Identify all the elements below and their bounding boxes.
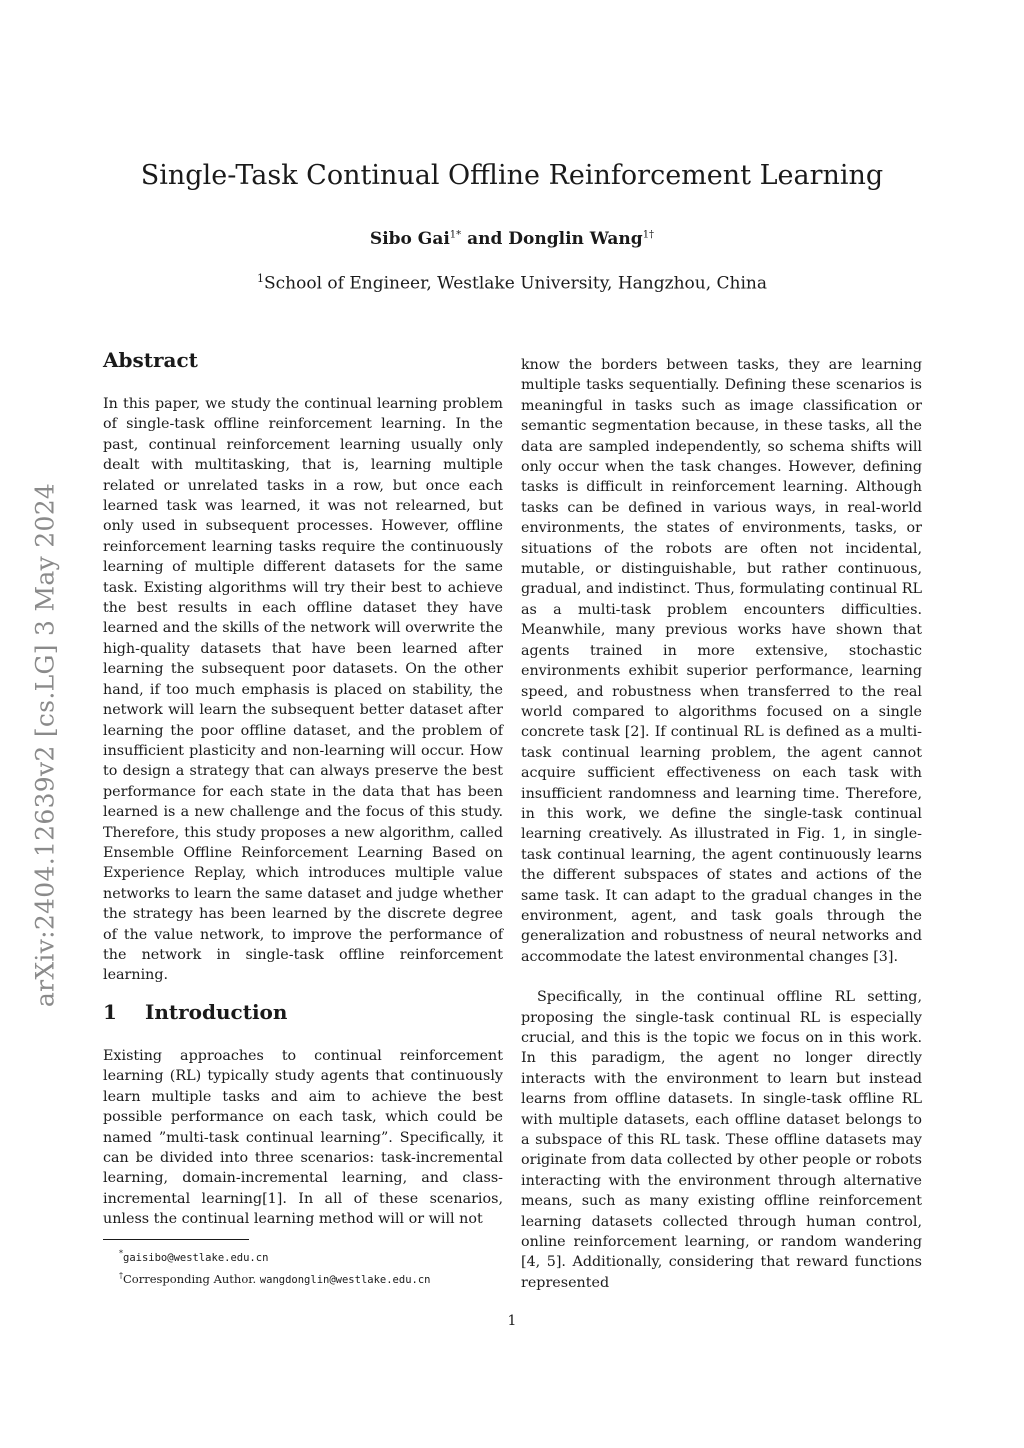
author-line [0,229,1024,249]
footnote-2-email[interactable]: wangdonglin@westlake.edu.cn [259,1273,431,1286]
abstract-section [103,394,503,986]
footnotes [103,1245,523,1289]
arxiv-stamp [30,450,60,1040]
page-number: 1 [507,1313,517,1329]
footnote-2 [103,1267,523,1289]
section-title: Introduction [145,1000,288,1024]
affiliation [0,272,1024,294]
footnote-2-mark: † [119,1270,123,1280]
intro-paragraph-1-start: Existing approaches to continual reinforcement learning (RL) typically study agents that continuously learn multiple tasks and aim to achieve the best possible performance on each task, which could be named ”multi-task continual learning”. Specifically, it can be divided into three scenarios: task-incremental learning, domain-incremental learning, and class-incremental learning[1]. In all of these scenarios, unless the continual learning method will or will not [103,1048,503,1228]
abstract-text: In this paper, we study the continual learning problem of single-task offline reinforcement learning. In the past, continual reinforcement learning usually only dealt with multitasking, that is, learning multiple related or unrelated tasks in a row, but once each learned task was learned, it was not relearned, but only used in subsequent processes. However, offline reinforcement learning tasks require the continuously learning of multiple different datasets for the same task. Existing algorithms will try their best to achieve the best results in each offline dataset they have learned and the skills of the network will overwrite the high-quality datasets that have been learned after learning the subsequent poor datasets. On the other hand, if too much emphasis is placed on stability, the network will learn the subsequent better dataset after learning the poor offline dataset, and the problem of insufficient plasticity and non-learning will occur. How to design a strategy that can always preserve the best performance for each state in the data that has been learned is a new challenge and the focus of this study. Therefore, this study proposes a new algorithm, called Ensemble Offline Reinforcement Learning Based on Experience Replay, which introduces multiple value networks to learn the same dataset and judge whether the strategy has been learned by the discrete degree of the value network, to improve the performance of the network in single-task offline reinforcement learning. [103,396,503,984]
footnote-1 [103,1245,523,1267]
introduction-heading [103,1000,287,1024]
author-1-mark: 1* [449,229,462,241]
arxiv-id: arXiv:2404.12639v2 [cs.LG] 3 May 2024 [30,482,60,1008]
author-2-mark: 1† [642,229,655,241]
author-2: Donglin Wang [508,229,643,249]
section-number: 1 [103,1000,117,1024]
author-connector: and [461,229,509,249]
paper-title: Single-Task Continual Offline Reinforcement Learning [140,160,884,191]
affiliation-mark: 1 [256,272,264,285]
intro-paragraph-1-end: know the borders between tasks, they are learning multiple tasks sequentially. Defining these scenarios is meaningful in tasks such as image classification or semantic segmentation because, in these tasks, all the data are sampled independently, so schema shifts will only occur when the task changes. However, defining tasks is difficult in reinforcement learning. Although tasks can be defined in various ways, in real-world environments, the states of environments, tasks, or situations of the robots are often not incidental, mutable, or distinguishable, but rather continuous, gradual, and indistinct. Thus, formulating continual RL as a multi-task problem encounters difficulties. Meanwhile, many previous works have shown that agents trained in more extensive, stochastic environments exhibit superior performance, learning speed, and robustness when transferred to the real world compared to algorithms focused on a single concrete task [2]. If continual RL is defined as a multi-task continual learning problem, the agent cannot acquire sufficient effectiveness on each task with insufficient randomness and learning time. Therefore, in this work, we define the single-task continual learning creatively. As illustrated in Fig. 1, in single-task continual learning, the agent continuously learns the different subspaces of states and actions of the same task. It can adapt to the gradual changes in the environment, agent, and task goals through the generalization and robustness of neural networks and accommodate the latest environmental changes [3]. [521,357,922,965]
author-1: Sibo Gai [369,229,450,249]
introduction-left-column [103,1046,503,1230]
right-column [521,355,922,1293]
intro-paragraph-2: Specifically, in the continual offline RL setting, proposing the single-task continual RL is especially crucial, and this is the topic we focus on in this work. In this paradigm, the agent no longer directly interacts with the environment to learn but instead learns from offline datasets. In single-task offline RL with multiple datasets, each offline dataset belongs to a subspace of this RL task. These offline datasets may originate from data collected by other people or robots interacting with the environment through alternative means, such as many existing offline reinforcement learning datasets collected through human control, online reinforcement learning, or random wandering [4, 5]. Additionally, considering that reward functions represented [521,989,922,1291]
footnote-2-label: Corresponding Author. [123,1271,260,1286]
footnote-rule [103,1239,249,1240]
footnote-1-mark: * [119,1249,123,1258]
footnote-1-email[interactable]: gaisibo@westlake.edu.cn [123,1251,269,1264]
abstract-heading: Abstract [103,348,198,372]
affiliation-text: School of Engineer, Westlake University, Hangzhou, China [263,273,768,294]
